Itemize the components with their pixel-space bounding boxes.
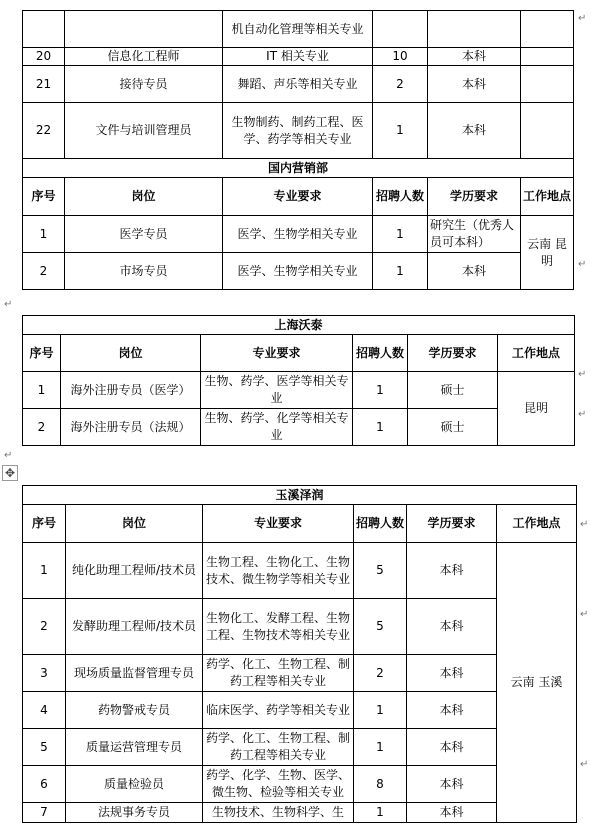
paragraph-mark: ↵ [578, 13, 587, 24]
cell-position [65, 11, 223, 48]
table-yuxi-zerun [22, 485, 577, 823]
cell-no: 2 [23, 409, 61, 446]
table-continuation [22, 10, 574, 290]
cell-count: 10 [373, 48, 428, 66]
cell-education [428, 11, 521, 48]
cell-requirement: 临床医学、药学等相关专业 [203, 692, 354, 729]
cell-requirement: 舞蹈、声乐等相关专业 [223, 66, 373, 103]
cell-position: 医学专员 [65, 216, 223, 253]
cell-requirement: 医学、生物学相关专业 [223, 253, 373, 290]
paragraph-mark: ↵ [578, 409, 587, 420]
header-position: 岗位 [66, 505, 203, 543]
cell-education: 本科 [407, 655, 497, 692]
table-move-handle-icon[interactable]: ✥ [2, 465, 18, 481]
cell-requirement: 药学、化学、生物、医学、微生物、检验等相关专业 [203, 766, 354, 803]
cell-count: 1 [373, 253, 428, 290]
paragraph-mark: ↵ [4, 450, 13, 461]
header-education: 学历要求 [428, 178, 521, 216]
cell-education: 本科 [428, 48, 521, 66]
cell-requirement: 药学、化工、生物工程、制药工程等相关专业 [203, 729, 354, 766]
cell-education: 本科 [407, 543, 497, 599]
cell-education: 本科 [407, 692, 497, 729]
header-location: 工作地点 [498, 335, 575, 372]
cell-count: 1 [354, 692, 407, 729]
cell-position: 文件与培训管理员 [65, 103, 223, 159]
table-row [23, 409, 575, 446]
table-row [23, 11, 574, 48]
header-count: 招聘人数 [354, 505, 407, 543]
header-education: 学历要求 [408, 335, 498, 372]
cell-no: 3 [23, 655, 66, 692]
header-location: 工作地点 [521, 178, 574, 216]
cell-no: 1 [23, 216, 65, 253]
cell-education: 本科 [407, 803, 497, 823]
cell-count: 2 [354, 655, 407, 692]
cell-no [23, 11, 65, 48]
cell-position: 现场质量监督管理专员 [66, 655, 203, 692]
cell-count: 5 [354, 599, 407, 655]
header-count: 招聘人数 [353, 335, 408, 372]
cell-requirement: 医学、生物学相关专业 [223, 216, 373, 253]
section-row [23, 316, 575, 335]
cell-requirement: IT 相关专业 [223, 48, 373, 66]
table-row [23, 543, 577, 599]
table-shanghai-wotai [22, 315, 575, 446]
cell-count: 1 [354, 803, 407, 823]
cell-no: 4 [23, 692, 66, 729]
cell-position: 发酵助理工程师/技术员 [66, 599, 203, 655]
cell-requirement: 生物、药学、化学等相关专业 [201, 409, 353, 446]
header-requirement: 专业要求 [223, 178, 373, 216]
header-requirement: 专业要求 [201, 335, 353, 372]
header-location: 工作地点 [497, 505, 577, 543]
cell-requirement: 生物、药学、医学等相关专业 [201, 372, 353, 409]
header-no: 序号 [23, 505, 66, 543]
cell-count: 1 [353, 372, 408, 409]
table-row [23, 372, 575, 409]
cell-count: 1 [353, 409, 408, 446]
cell-no: 20 [23, 48, 65, 66]
cell-no: 2 [23, 253, 65, 290]
section-title: 玉溪泽润 [23, 486, 577, 505]
cell-location [521, 11, 574, 48]
cell-education: 本科 [428, 66, 521, 103]
cell-no: 21 [23, 66, 65, 103]
cell-position: 接待专员 [65, 66, 223, 103]
table-row [23, 48, 574, 66]
cell-position: 海外注册专员（医学） [61, 372, 201, 409]
paragraph-mark: ↵ [578, 369, 587, 380]
table-row [23, 216, 574, 253]
cell-location: 昆明 [498, 372, 575, 446]
cell-position: 法规事务专员 [66, 803, 203, 823]
cell-no: 2 [23, 599, 66, 655]
cell-position: 市场专员 [65, 253, 223, 290]
paragraph-mark: ↵ [4, 299, 13, 310]
table-row [23, 66, 574, 103]
cell-education: 本科 [407, 599, 497, 655]
cell-requirement: 机自动化管理等相关专业 [223, 11, 373, 48]
cell-position: 纯化助理工程师/技术员 [66, 543, 203, 599]
cell-requirement: 药学、化工、生物工程、制药工程等相关专业 [203, 655, 354, 692]
cell-requirement: 生物制药、制药工程、医学、药学等相关专业 [223, 103, 373, 159]
header-requirement: 专业要求 [203, 505, 354, 543]
header-row [23, 178, 574, 216]
cell-requirement: 生物技术、生物科学、生 [203, 803, 354, 823]
cell-count: 2 [373, 66, 428, 103]
cell-education: 本科 [428, 253, 521, 290]
header-count: 招聘人数 [373, 178, 428, 216]
section-row [23, 159, 574, 178]
table-row [23, 103, 574, 159]
table-row [23, 692, 577, 729]
table-row [23, 253, 574, 290]
cell-count: 5 [354, 543, 407, 599]
paragraph-mark: ↵ [580, 759, 589, 770]
cell-education: 本科 [428, 103, 521, 159]
section-row [23, 486, 577, 505]
cell-location [521, 66, 574, 103]
table-row [23, 599, 577, 655]
cell-location [521, 103, 574, 159]
table-row [23, 729, 577, 766]
cell-position: 信息化工程师 [65, 48, 223, 66]
header-no: 序号 [23, 178, 65, 216]
cell-no: 7 [23, 803, 66, 823]
section-title: 上海沃泰 [23, 316, 575, 335]
cell-no: 5 [23, 729, 66, 766]
cell-requirement: 生物工程、生物化工、生物技术、微生物学等相关专业 [203, 543, 354, 599]
paragraph-mark: ↵ [580, 609, 589, 620]
header-row [23, 505, 577, 543]
paragraph-mark: ↵ [578, 259, 587, 270]
cell-no: 1 [23, 543, 66, 599]
cell-location: 云南 玉溪 [497, 543, 577, 823]
table-row [23, 766, 577, 803]
cell-position: 药物警戒专员 [66, 692, 203, 729]
cell-count: 1 [373, 103, 428, 159]
header-position: 岗位 [65, 178, 223, 216]
cell-education: 本科 [407, 729, 497, 766]
cell-no: 6 [23, 766, 66, 803]
paragraph-mark: ↵ [580, 519, 589, 530]
cell-education: 硕士 [408, 372, 498, 409]
header-position: 岗位 [61, 335, 201, 372]
cell-no: 1 [23, 372, 61, 409]
cell-position: 海外注册专员（法规） [61, 409, 201, 446]
table-row [23, 655, 577, 692]
table-row [23, 803, 577, 823]
cell-requirement: 生物化工、发酵工程、生物工程、生物技术等相关专业 [203, 599, 354, 655]
cell-education: 本科 [407, 766, 497, 803]
section-title: 国内营销部 [23, 159, 574, 178]
header-row [23, 335, 575, 372]
cell-position: 质量检验员 [66, 766, 203, 803]
cell-position: 质量运营管理专员 [66, 729, 203, 766]
cell-count [373, 11, 428, 48]
cell-location: 云南 昆明 [521, 216, 574, 290]
header-education: 学历要求 [407, 505, 497, 543]
cell-location [521, 48, 574, 66]
cell-count: 1 [354, 729, 407, 766]
cell-count: 1 [373, 216, 428, 253]
cell-count: 8 [354, 766, 407, 803]
header-no: 序号 [23, 335, 61, 372]
cell-education: 研究生（优秀人员可本科） [428, 216, 521, 253]
cell-no: 22 [23, 103, 65, 159]
cell-education: 硕士 [408, 409, 498, 446]
